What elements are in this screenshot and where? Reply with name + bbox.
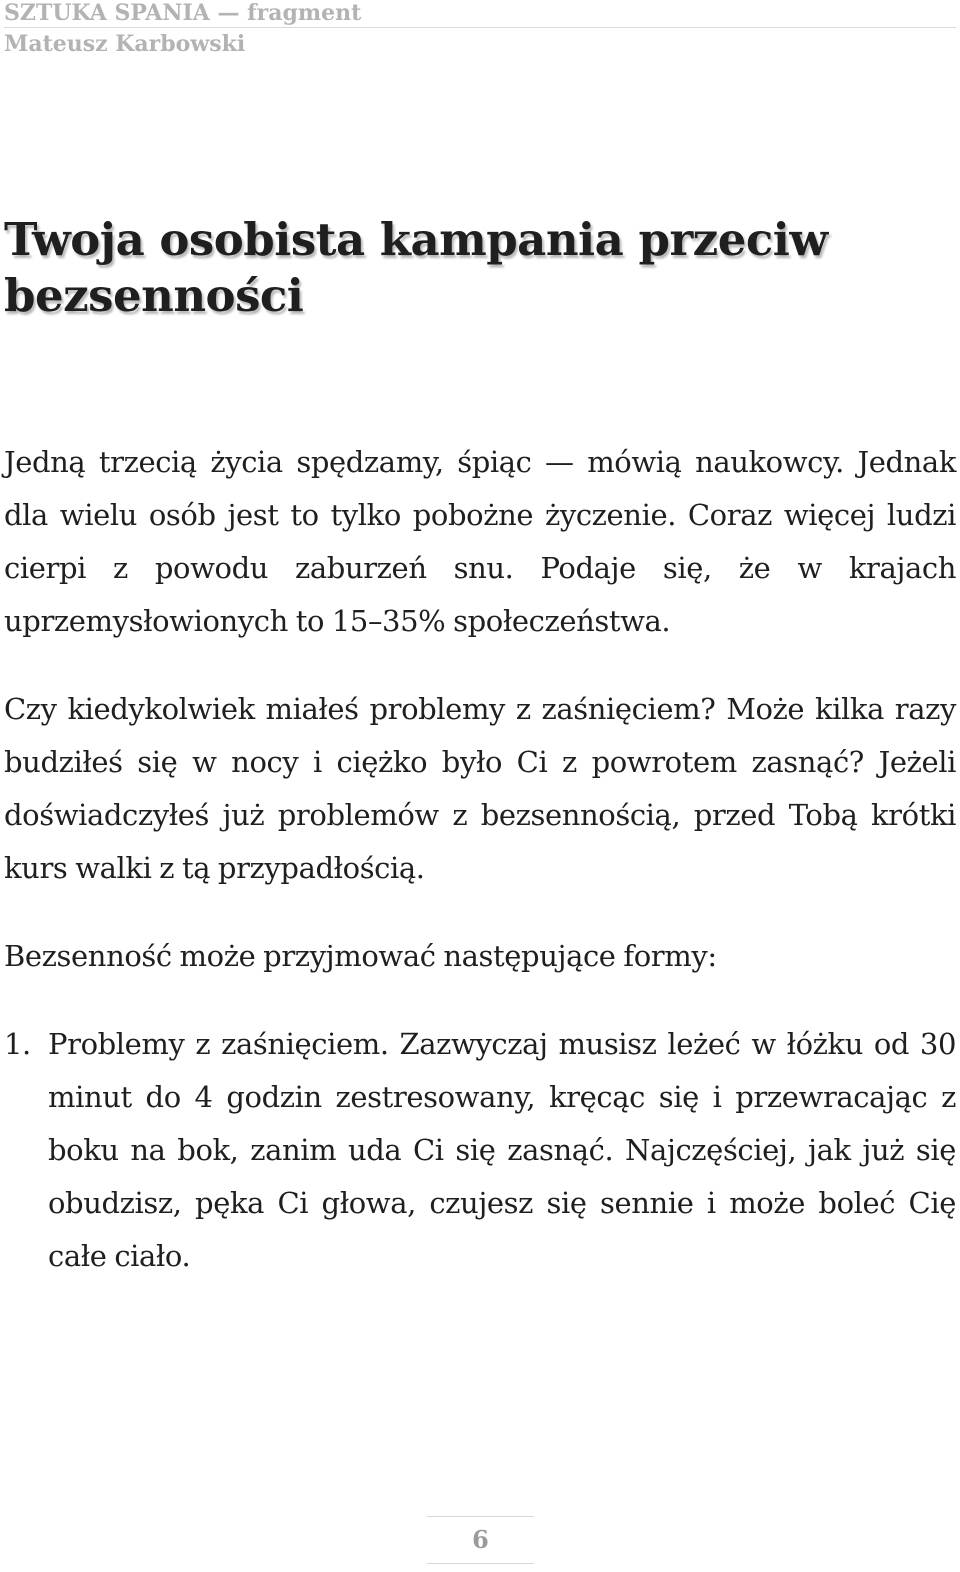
paragraph-forms-lead: Bezsenność może przyjmować następujące formy: bbox=[4, 939, 717, 973]
page-number: 6 bbox=[427, 1516, 534, 1564]
chapter-title: Twoja osobista kampania przeciw bezsenności bbox=[4, 213, 828, 322]
list-item bbox=[4, 1018, 956, 1283]
book-title-header: SZTUKA SPANIA — fragment bbox=[4, 0, 956, 28]
insomnia-forms-list bbox=[4, 1018, 956, 1283]
paragraph-intro: Jedną trzecią życia spędzamy, śpiąc — mówią naukowcy. Jednak dla wielu osób jest to tylko pobożne życzenie. Coraz więcej ludzi cierpi z powodu zaburzeń snu. Podaje się, że w krajach uprzemysłowionych to 15–35% społeczeństwa. bbox=[4, 445, 956, 638]
paragraph-questions: Czy kiedykolwiek miałeś problemy z zaśnięciem? Może kilka razy budziłeś się w nocy i ciężko było Ci z powrotem zasnąć? Jeżeli doświadczyłeś już problemów z bezsennością, przed Tobą krótki kurs walki z tą przypadłością. bbox=[4, 692, 956, 885]
running-header bbox=[4, 0, 956, 60]
author-name: Mateusz Karbowski bbox=[4, 31, 246, 57]
page-body bbox=[4, 436, 956, 1283]
list-item-number: 1. bbox=[4, 1027, 31, 1061]
list-item-text: Problemy z zaśnięciem. Zazwyczaj musisz leżeć w łóżku od 30 minut do 4 godzin zestresowany, kręcąc się i przewracając z boku na bok, zanim uda Ci się zasnąć. Najczęściej, jak już się obudzisz, pęka Ci głowa, czujesz się sennie i może boleć Cię całe ciało. bbox=[48, 1027, 956, 1273]
